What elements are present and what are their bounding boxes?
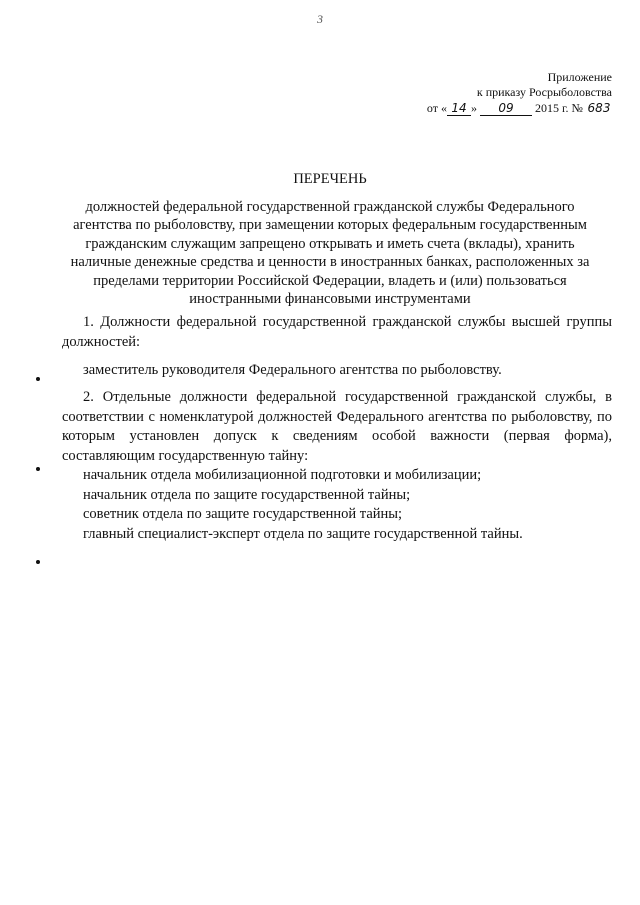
appendix-label: Приложение <box>547 70 612 84</box>
scan-mark <box>36 560 40 564</box>
appendix-order-ref: к приказу Росрыболовства <box>476 85 612 99</box>
list-item: начальник отдела по защите государственной тайны; <box>83 486 411 503</box>
date-mid: » <box>470 101 477 115</box>
scan-mark <box>36 467 40 471</box>
list-item: советник отдела по защите государственной тайны; <box>83 506 403 522</box>
section-1-intro: 1. Должности федеральной государственной гражданской службы высшей группы должностей: <box>62 314 612 350</box>
handwritten-month: 09 <box>480 102 532 116</box>
date-prefix: от « <box>426 101 447 115</box>
scan-mark <box>36 377 40 381</box>
appendix-header <box>427 70 612 116</box>
handwritten-day: 14 <box>447 102 471 116</box>
title-subtitle: должностей федеральной государственной гражданской службы Федерального агентства по рыболовству, при замещении которых федеральным государственным гражданским служащим запрещено открывать и иметь счета (вклады), хранить наличные денежные средства и ценности в иностранных банках, расположенных за пределами территории Российской Федерации, владеть и (или) пользоваться иностранными финансовыми инструментами <box>70 198 590 307</box>
section-2 <box>62 366 612 544</box>
section-2-intro: 2. Отдельные должности федеральной государственной гражданской службы, в соответствии с номенклатурой должностей Федерального агентства по рыболовству, по которым установлен допуск к сведениям особой важности (первая форма), составляющим государственную тайну: <box>62 389 612 464</box>
appendix-date-line <box>427 101 612 116</box>
year-text: 2015 г. № <box>534 101 583 115</box>
list-item: главный специалист-эксперт отдела по защите государственной тайны. <box>83 525 523 542</box>
list-item: начальник отдела мобилизационной подготовки и мобилизации; <box>83 467 482 483</box>
list-item: заместитель руководителя Федерального агентства по рыболовству. <box>83 362 502 378</box>
title-heading: ПЕРЕЧЕНЬ <box>293 171 367 187</box>
handwritten-order-number: 683 <box>587 101 611 115</box>
document-title <box>60 170 600 309</box>
page-number: 3 <box>317 12 323 26</box>
